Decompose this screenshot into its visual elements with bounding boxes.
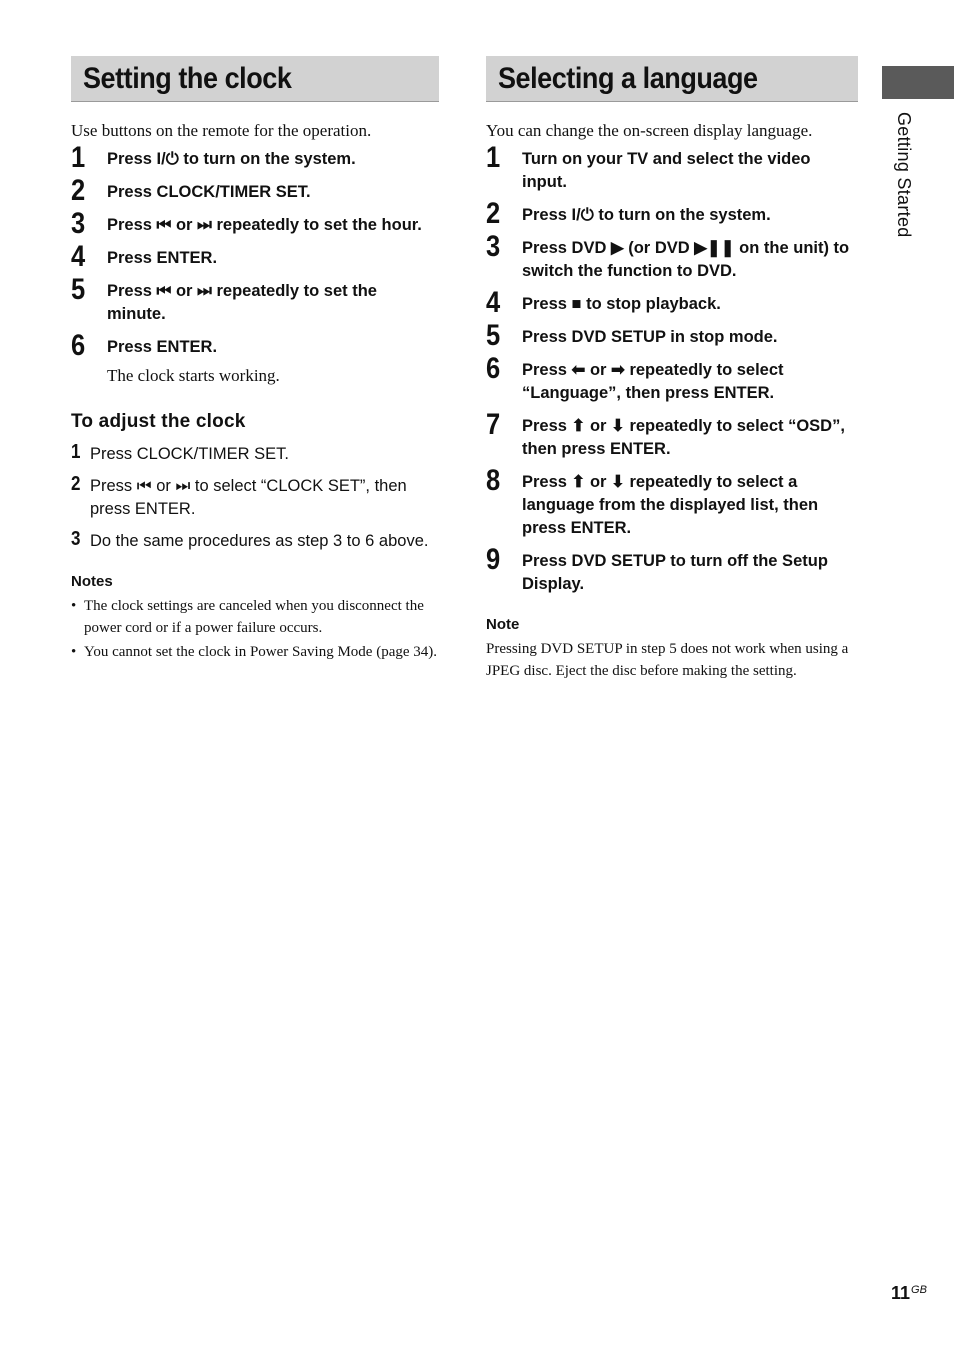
step: [486, 141, 858, 194]
step-number: 1: [486, 141, 501, 174]
bullet-icon: •: [71, 644, 77, 660]
step-number: 6: [486, 352, 501, 385]
sub-step-number: 3: [71, 528, 81, 550]
step-number: 3: [486, 230, 501, 263]
step-number: 2: [71, 174, 86, 207]
step: [71, 174, 439, 207]
page-number: [891, 1283, 927, 1304]
step-number: 2: [486, 197, 501, 230]
step: [486, 230, 858, 283]
step-number: 1: [71, 141, 86, 174]
step: [486, 543, 858, 596]
step: [486, 319, 858, 352]
step-number: 6: [71, 329, 86, 362]
section-setting-clock: [71, 56, 439, 667]
step-text: Press CLOCK/TIMER SET.: [107, 183, 311, 201]
note-item: [71, 596, 439, 639]
section-selecting-language: [486, 56, 858, 682]
note-item: [71, 642, 439, 664]
step-text: Press ENTER.: [107, 338, 218, 356]
step: [486, 408, 858, 461]
page-number-suffix: GB: [911, 1283, 927, 1296]
note-text: Pressing DVD SETUP in step 5 does not work when using a JPEG disc. Eject the disc before making the setting.: [486, 641, 849, 679]
step: [71, 141, 439, 174]
step-number: 5: [71, 273, 86, 306]
sub-step-text: Press ⏮ or ⏭ to select “CLOCK SET”, then press ENTER.: [90, 477, 407, 518]
section-title-setting-clock: Setting the clock: [71, 56, 439, 102]
step-text: Press DVD SETUP in stop mode.: [522, 328, 778, 346]
step-number: 7: [486, 408, 501, 441]
sub-step-number: 1: [71, 441, 81, 463]
step-text: Press ⬆ or ⬇ repeatedly to select “OSD”, then press ENTER.: [522, 417, 845, 458]
adjust-clock-heading: To adjust the clock: [71, 411, 246, 432]
sub-step: [71, 443, 439, 466]
step-number: 3: [71, 207, 86, 240]
step-number: 5: [486, 319, 501, 352]
step-text: Press ⏮ or ⏭ repeatedly to set the hour.: [107, 216, 422, 234]
note-text: The clock settings are canceled when you disconnect the power cord or if a power failure occurs.: [84, 598, 424, 636]
bullet-icon: •: [71, 598, 77, 614]
step-number: 4: [71, 240, 86, 273]
step: [486, 352, 858, 405]
step-text: Turn on your TV and select the video input.: [522, 150, 811, 191]
sub-step-text: Press CLOCK/TIMER SET.: [90, 445, 289, 463]
side-section-label: Getting Started: [894, 112, 914, 238]
sub-step: [71, 530, 439, 553]
step-text: Press ⬅ or ➡ repeatedly to select “Language”, then press ENTER.: [522, 361, 784, 402]
step-text: Press ENTER.: [107, 249, 218, 267]
note-heading: Note: [486, 616, 520, 633]
step-result-text: The clock starts working.: [107, 366, 280, 385]
step-number: 8: [486, 464, 501, 497]
step-text: Press I/⏻ to turn on the system.: [522, 206, 771, 224]
sub-step-text: Do the same procedures as step 3 to 6 above.: [90, 532, 429, 550]
step-text: Press ⬆ or ⬇ repeatedly to select a language from the displayed list, then press ENTER.: [522, 473, 819, 537]
step-number: 9: [486, 543, 501, 576]
step: [71, 240, 439, 273]
step: [71, 273, 439, 326]
step-text: Press ⏮ or ⏭ repeatedly to set the minute.: [107, 282, 377, 323]
section-title-selecting-language: Selecting a language: [486, 56, 858, 102]
step-text: Press DVD ▶ (or DVD ▶❚❚ on the unit) to switch the function to DVD.: [522, 239, 850, 280]
step: [486, 286, 858, 319]
intro-text: You can change the on-screen display language.: [486, 121, 813, 140]
step: [71, 329, 439, 362]
sub-step: [71, 475, 439, 521]
step-text: Press I/⏻ to turn on the system.: [107, 150, 356, 168]
step: [486, 197, 858, 230]
step-number: 4: [486, 286, 501, 319]
page-number-value: 11: [891, 1283, 911, 1303]
step: [71, 207, 439, 240]
intro-text: Use buttons on the remote for the operation.: [71, 121, 372, 140]
step-text: Press DVD SETUP to turn off the Setup Display.: [522, 552, 828, 593]
note-text: You cannot set the clock in Power Saving Mode (page 34).: [84, 644, 437, 660]
step: [486, 464, 858, 540]
notes-heading: Notes: [71, 573, 113, 590]
section-tab-marker: [882, 66, 954, 99]
sub-step-number: 2: [71, 473, 81, 495]
step-text: Press ■ to stop playback.: [522, 295, 721, 313]
